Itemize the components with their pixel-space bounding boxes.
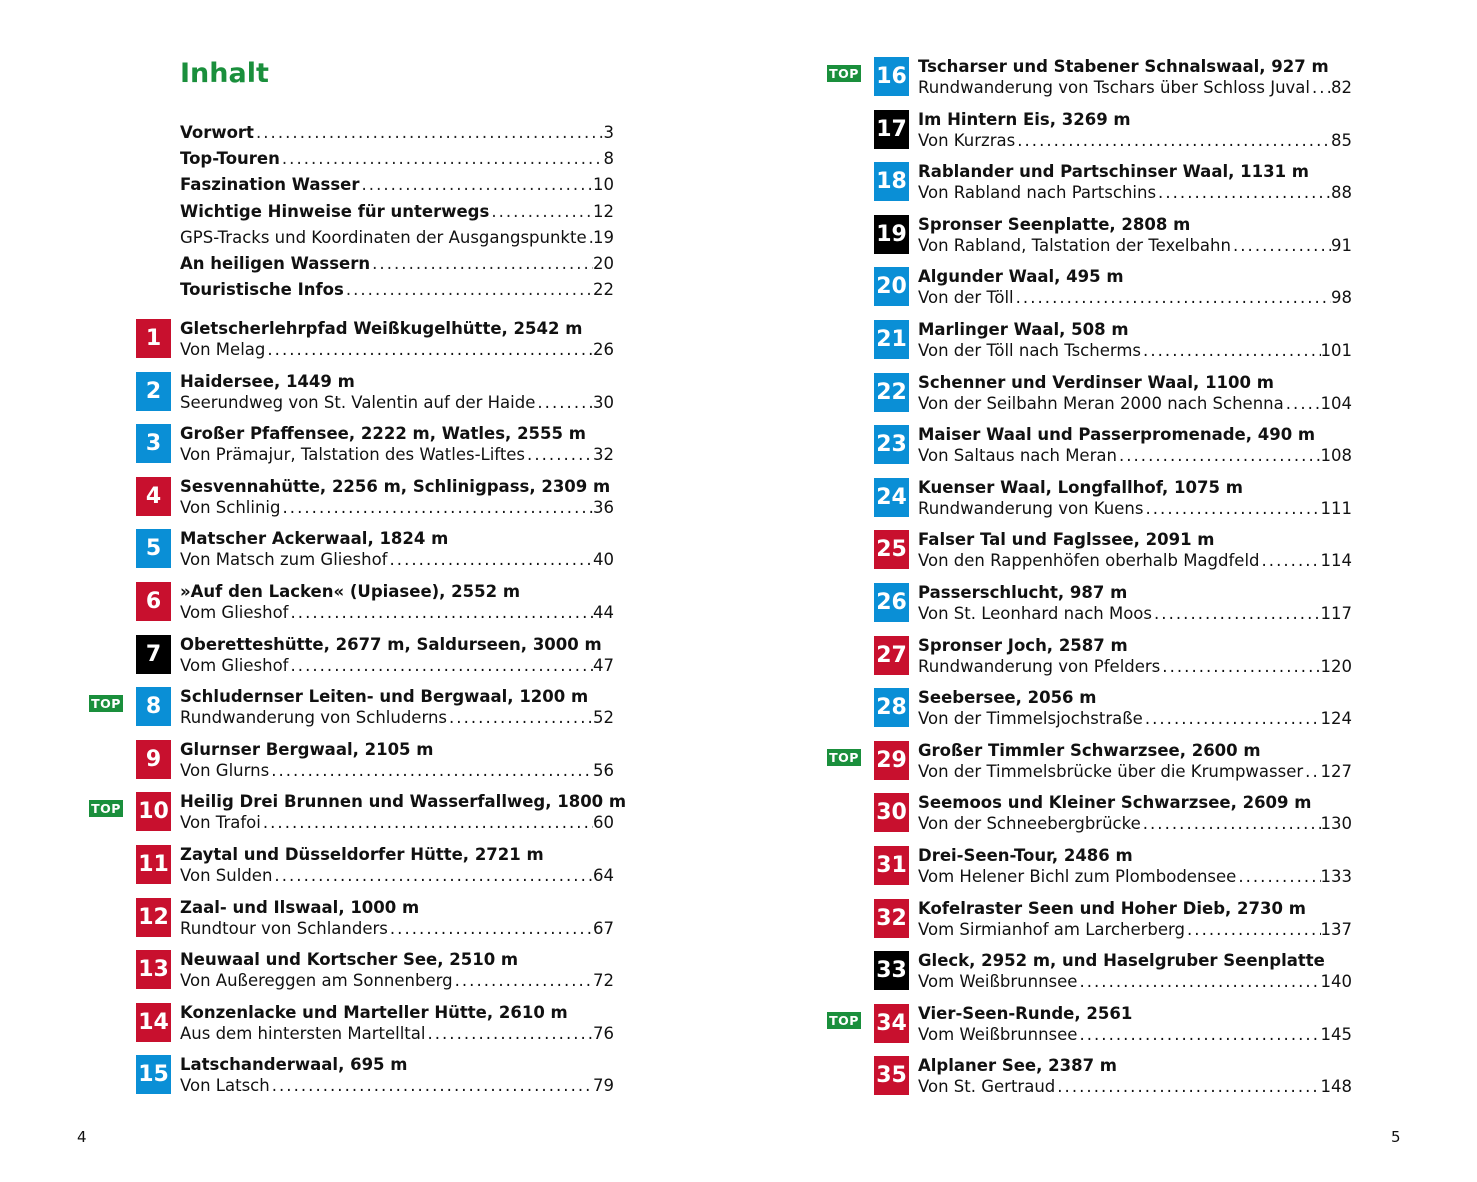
toc-entry-label: Faszination Wasser	[180, 175, 360, 195]
tour-title: Gletscherlehrpfad Weißkugelhütte, 2542 m	[180, 319, 583, 338]
tour-title: Oberetteshütte, 2677 m, Saldurseen, 3000 m	[180, 634, 602, 654]
toc-entry[interactable]	[180, 199, 614, 225]
tour-subtitle-line	[180, 339, 614, 361]
toc-page-number: 19	[593, 227, 614, 247]
dot-leader	[265, 339, 593, 361]
tour-route: Von den Rappenhöfen oberhalb Magdfeld	[918, 551, 1260, 571]
tour-subtitle-line	[180, 655, 614, 677]
tour-entry[interactable]	[874, 844, 1352, 897]
tour-entry[interactable]	[874, 213, 1352, 266]
tour-subtitle-line	[180, 760, 614, 782]
dot-leader	[280, 146, 604, 172]
tour-title: Zaal- und Ilswaal, 1000 m	[180, 897, 420, 917]
tour-number-badge: 15	[136, 1055, 171, 1094]
tour-number-badge: 6	[136, 582, 171, 621]
dot-leader	[1077, 971, 1320, 993]
dot-leader	[1303, 761, 1320, 783]
tour-subtitle-line	[180, 549, 614, 571]
tour-title: Kofelraster Seen und Hoher Dieb, 2730 m	[918, 898, 1306, 918]
top-tour-badge: TOP	[827, 65, 861, 82]
tour-page-number: 44	[593, 602, 614, 622]
tour-number-badge: 19	[874, 215, 909, 254]
tour-entry[interactable]	[136, 633, 614, 686]
tour-number-badge: 7	[136, 635, 171, 674]
tour-entry[interactable]	[136, 527, 614, 580]
tour-title: Falser Tal und Faglssee, 2091 m	[918, 530, 1215, 550]
tour-title: Gleck, 2952 m, und Haselgruber Seenplatte	[918, 951, 1325, 971]
toc-page-number: 3	[603, 123, 614, 142]
dot-leader	[254, 120, 604, 146]
tour-page-number: 111	[1320, 498, 1352, 518]
tour-number-badge: 21	[874, 320, 909, 359]
page-number-right: 5	[1391, 1128, 1401, 1146]
tour-subtitle-line	[918, 393, 1352, 415]
tour-title: »Auf den Lacken« (Upiasee), 2552 m	[180, 581, 521, 601]
tour-route: Von Trafoi	[180, 813, 261, 833]
dot-leader	[272, 865, 593, 887]
tour-entry[interactable]	[136, 422, 614, 475]
dot-leader	[1055, 1076, 1320, 1098]
tour-route: Rundwanderung von Pfelders	[918, 656, 1161, 676]
tour-page-number: 30	[593, 392, 614, 412]
tour-entry[interactable]	[874, 318, 1352, 371]
toc-entry-label: Vorwort	[180, 123, 254, 142]
tour-title: Vier-Seen-Runde, 2561	[918, 1003, 1133, 1023]
tour-title: Marlinger Waal, 508 m	[918, 319, 1129, 339]
tour-page-number: 64	[593, 865, 614, 885]
tour-route: Rundwanderung von Tschars über Schloss Juval	[918, 78, 1311, 97]
tour-page-number: 108	[1320, 446, 1352, 466]
tour-title: Matscher Ackerwaal, 1824 m	[180, 529, 449, 549]
tour-route: Von Melag	[180, 340, 266, 359]
tour-entry[interactable]	[829, 1002, 1352, 1055]
tour-page-number: 85	[1331, 130, 1352, 150]
toc-page-number: 12	[593, 201, 614, 221]
tour-title: Schenner und Verdinser Waal, 1100 m	[918, 372, 1274, 392]
tour-number-badge: 8	[136, 687, 171, 726]
tour-subtitle-line	[180, 1075, 614, 1097]
tour-entry[interactable]	[874, 371, 1352, 424]
dot-leader	[1117, 445, 1321, 467]
dot-leader	[388, 918, 593, 940]
tour-page-number: 114	[1320, 551, 1352, 571]
tour-route: Vom Glieshof	[180, 655, 289, 675]
tour-route: Seerundweg von St. Valentin auf der Haide	[180, 392, 536, 412]
tour-entry[interactable]	[136, 1001, 614, 1054]
dot-leader	[1152, 603, 1321, 625]
tour-entry[interactable]	[136, 1053, 614, 1106]
dot-leader	[269, 760, 593, 782]
tour-route: Von Latsch	[180, 1076, 270, 1096]
tour-number-badge: 5	[136, 529, 171, 568]
tour-page-number: 120	[1320, 656, 1352, 676]
tour-entry[interactable]	[874, 897, 1352, 950]
tour-title: Maiser Waal und Passerpromenade, 490 m	[918, 425, 1316, 445]
tour-number-badge: 24	[874, 478, 909, 517]
tour-entry[interactable]	[829, 739, 1352, 792]
tour-subtitle-line	[918, 1076, 1352, 1098]
dot-leader	[1236, 866, 1320, 888]
dot-leader	[1156, 182, 1331, 204]
tour-number-badge: 26	[874, 583, 909, 622]
tour-subtitle-line	[918, 813, 1352, 835]
tour-entry[interactable]	[874, 423, 1352, 476]
dot-leader	[1185, 919, 1320, 941]
tour-number-badge: 32	[874, 899, 909, 938]
tour-route: Von Kurzras	[918, 130, 1016, 150]
tour-page-number: 40	[593, 550, 614, 570]
tour-route: Von Saltaus nach Meran	[918, 446, 1117, 466]
top-tour-badge: TOP	[827, 1012, 861, 1029]
tour-subtitle-line	[918, 603, 1352, 625]
tour-title: Konzenlacke und Marteller Hütte, 2610 m	[180, 1002, 568, 1022]
tour-route: Von Rabland nach Partschins	[918, 183, 1157, 203]
tour-entry[interactable]	[874, 1054, 1352, 1107]
tour-number-badge: 25	[874, 530, 909, 569]
dot-leader	[281, 497, 594, 519]
tour-title: Kuenser Waal, Longfallhof, 1075 m	[918, 477, 1243, 497]
tour-subtitle-line	[180, 602, 614, 624]
tour-route: Von Matsch zum Glieshof	[180, 550, 388, 570]
tour-page-number: 124	[1320, 709, 1352, 729]
toc-entry[interactable]	[180, 146, 614, 172]
tour-title: Glurnser Bergwaal, 2105 m	[180, 739, 434, 759]
tour-subtitle-line	[180, 918, 614, 940]
tour-page-number: 140	[1320, 972, 1352, 992]
tour-number-badge: 35	[874, 1056, 909, 1095]
tour-subtitle-line	[918, 550, 1352, 572]
tour-number-badge: 10	[136, 792, 171, 831]
tour-list-right	[829, 55, 1352, 1107]
toc-entry[interactable]	[180, 277, 614, 303]
dot-leader	[447, 707, 593, 729]
tour-route: Von der Seilbahn Meran 2000 nach Schenna	[918, 393, 1284, 413]
tour-page-number: 52	[593, 708, 614, 728]
tour-title: Spronser Joch, 2587 m	[918, 635, 1128, 655]
tour-number-badge: 14	[136, 1003, 171, 1042]
tour-route: Rundtour von Schlanders	[180, 918, 388, 938]
tour-page-number: 26	[593, 340, 614, 359]
tour-route: Vom Glieshof	[180, 602, 289, 622]
tour-entry[interactable]	[874, 476, 1352, 529]
toc-page-number: 20	[593, 253, 614, 273]
tour-page-number: 82	[1331, 78, 1352, 97]
top-tour-badge: TOP	[89, 800, 123, 817]
tour-page-number: 133	[1320, 866, 1352, 886]
dot-leader	[270, 1075, 593, 1097]
dot-leader	[1141, 340, 1320, 362]
dot-leader	[1231, 235, 1331, 257]
toc-entry-label: Wichtige Hinweise für unterwegs	[180, 201, 490, 221]
tour-entry[interactable]	[136, 475, 614, 528]
tour-subtitle-line	[918, 182, 1352, 204]
tour-route: Von Schlinig	[180, 497, 281, 517]
tour-subtitle-line	[180, 865, 614, 887]
tour-title: Neuwaal und Kortscher See, 2510 m	[180, 950, 519, 970]
dot-leader	[1143, 708, 1321, 730]
tour-entry[interactable]	[874, 528, 1352, 581]
tour-title: Passerschlucht, 987 m	[918, 582, 1128, 602]
tour-subtitle-line	[918, 130, 1352, 152]
dot-leader	[1141, 813, 1321, 835]
tour-entry[interactable]	[136, 370, 614, 423]
tour-entry[interactable]	[874, 108, 1352, 161]
tour-page-number: 72	[593, 971, 614, 991]
tour-subtitle-line	[918, 340, 1352, 362]
tour-number-badge: 30	[874, 793, 909, 832]
tour-route: Von Rabland, Talstation der Texelbahn	[918, 235, 1231, 255]
tour-route: Von Außereggen am Sonnenberg	[180, 971, 453, 991]
tour-page-number: 117	[1320, 603, 1352, 623]
dot-leader	[1284, 393, 1321, 415]
tour-entry[interactable]	[136, 317, 614, 370]
tour-subtitle-line	[918, 498, 1352, 520]
tour-route: Von der Timmelsjochstraße	[918, 709, 1143, 729]
dot-leader	[261, 812, 593, 834]
toc-page-number: 10	[593, 175, 614, 195]
tour-number-badge: 9	[136, 740, 171, 779]
tour-page-number: 76	[593, 1023, 614, 1043]
toc-entry[interactable]	[180, 120, 614, 146]
tour-list-left	[91, 317, 627, 1106]
tour-title: Seebersee, 2056 m	[918, 688, 1097, 708]
tour-subtitle-line	[918, 445, 1352, 467]
dot-leader	[1160, 656, 1320, 678]
tour-entry[interactable]	[874, 686, 1352, 739]
dot-leader	[370, 251, 593, 277]
tour-number-badge: 34	[874, 1004, 909, 1043]
tour-title: Latschanderwaal, 695 m	[180, 1055, 408, 1075]
tour-number-badge: 17	[874, 110, 909, 149]
dot-leader	[1310, 77, 1331, 99]
dot-leader	[535, 392, 593, 414]
tour-title: Großer Pfaffensee, 2222 m, Watles, 2555 m	[180, 424, 586, 444]
tour-title: Haidersee, 1449 m	[180, 371, 355, 391]
tour-number-badge: 23	[874, 425, 909, 464]
dot-leader	[1143, 498, 1320, 520]
tour-route: Vom Helener Bichl zum Plombodensee	[918, 866, 1237, 886]
tour-entry[interactable]	[874, 949, 1352, 1002]
tour-subtitle-line	[180, 812, 614, 834]
dot-leader	[525, 444, 593, 466]
tour-subtitle-line	[918, 866, 1352, 888]
tour-entry[interactable]	[874, 160, 1352, 213]
tour-subtitle-line	[918, 919, 1352, 941]
tour-entry[interactable]	[874, 265, 1352, 318]
tour-page-number: 88	[1331, 183, 1352, 203]
toc-entry[interactable]	[180, 251, 614, 277]
tour-route: Vom Weißbrunnsee	[918, 1024, 1078, 1044]
toc-entry[interactable]	[180, 172, 614, 198]
dot-leader	[1015, 130, 1331, 152]
tour-number-badge: 33	[874, 951, 909, 990]
tour-route: Rundwanderung von Schluderns	[180, 708, 447, 728]
toc-entry-label: Touristische Infos	[180, 280, 344, 300]
tour-route: Von Prämajur, Talstation des Watles-Liftes	[180, 445, 526, 465]
tour-subtitle-line	[918, 761, 1352, 783]
tour-number-badge: 12	[136, 898, 171, 937]
tour-page-number: 130	[1320, 814, 1352, 834]
tour-subtitle-line	[918, 656, 1352, 678]
tour-page-number: 47	[593, 655, 614, 675]
toc-entry-label: GPS-Tracks und Koordinaten der Ausgangspunkte	[180, 227, 587, 247]
tour-route: Von der Töll nach Tscherms	[918, 340, 1142, 360]
toc-entry-label: An heiligen Wassern	[180, 253, 371, 273]
tour-title: Im Hintern Eis, 3269 m	[918, 109, 1131, 129]
tour-title: Alplaner See, 2387 m	[918, 1056, 1117, 1076]
tour-page-number: 101	[1320, 340, 1352, 360]
dot-leader	[1260, 550, 1321, 572]
tour-subtitle-line	[918, 708, 1352, 730]
tour-number-badge: 3	[136, 424, 171, 463]
tour-number-badge: 31	[874, 846, 909, 885]
dot-leader	[489, 199, 593, 225]
right-page	[738, 0, 1476, 1182]
tour-page-number: 91	[1331, 235, 1352, 255]
tour-subtitle-line	[180, 1023, 614, 1045]
tour-page-number: 104	[1320, 393, 1352, 413]
tour-number-badge: 1	[136, 319, 171, 358]
tour-page-number: 32	[593, 445, 614, 465]
tour-entry[interactable]	[136, 580, 614, 633]
tour-title: Drei-Seen-Tour, 2486 m	[918, 845, 1133, 865]
tour-page-number: 36	[593, 497, 614, 517]
toc-entry-label: Top-Touren	[180, 149, 280, 169]
tour-page-number: 145	[1320, 1024, 1352, 1044]
dot-leader	[360, 172, 594, 198]
tour-entry[interactable]	[91, 790, 627, 843]
dot-leader	[288, 655, 593, 677]
tour-entry[interactable]	[136, 948, 614, 1001]
tour-route: Von der Timmelsbrücke über die Krumpwasser	[918, 761, 1304, 781]
tour-route: Von St. Leonhard nach Moos	[918, 603, 1152, 623]
tour-route: Von der Schneebergbrücke	[918, 814, 1141, 834]
toc-page-number: 8	[603, 149, 614, 169]
tour-entry[interactable]	[136, 738, 614, 791]
front-matter-list	[180, 120, 614, 303]
tour-subtitle-line	[180, 392, 614, 414]
top-tour-badge: TOP	[827, 749, 861, 766]
tour-entry[interactable]	[874, 581, 1352, 634]
tour-route: Aus dem hintersten Martelltal	[180, 1023, 426, 1043]
tour-subtitle-line	[180, 444, 614, 466]
tour-title: Seemoos und Kleiner Schwarzsee, 2609 m	[918, 793, 1312, 813]
dot-leader	[288, 602, 593, 624]
tour-number-badge: 16	[874, 57, 909, 96]
tour-subtitle-line	[918, 971, 1352, 993]
tour-route: Von Sulden	[180, 865, 273, 885]
tour-subtitle-line	[918, 235, 1352, 257]
dot-leader	[453, 970, 593, 992]
tour-page-number: 137	[1320, 919, 1352, 939]
tour-subtitle-line	[918, 77, 1352, 99]
tour-route: Rundwanderung von Kuens	[918, 498, 1144, 518]
tour-entry[interactable]	[829, 55, 1352, 108]
tour-page-number: 60	[593, 813, 614, 833]
page-title: Inhalt	[180, 58, 269, 89]
dot-leader	[344, 277, 593, 303]
tour-title: Großer Timmler Schwarzsee, 2600 m	[918, 740, 1261, 760]
tour-entry[interactable]	[874, 634, 1352, 687]
tour-number-badge: 13	[136, 950, 171, 989]
tour-number-badge: 29	[874, 741, 909, 780]
left-page	[0, 0, 738, 1182]
tour-subtitle-line	[180, 707, 614, 729]
tour-route: Von St. Gertraud	[918, 1077, 1056, 1097]
tour-title: Sesvennahütte, 2256 m, Schlinigpass, 2309 m	[180, 476, 611, 496]
tour-subtitle-line	[918, 1024, 1352, 1046]
tour-number-badge: 20	[874, 267, 909, 306]
tour-route: Vom Sirmianhof am Larcherberg	[918, 919, 1186, 939]
tour-page-number: 98	[1331, 288, 1352, 308]
tour-page-number: 67	[593, 918, 614, 938]
tour-page-number: 127	[1320, 761, 1352, 781]
dot-leader	[425, 1023, 593, 1045]
tour-entry[interactable]	[136, 896, 614, 949]
tour-number-badge: 2	[136, 372, 171, 411]
tour-number-badge: 22	[874, 373, 909, 412]
tour-route: Von der Töll	[918, 288, 1014, 308]
tour-title: Schludernser Leiten- und Bergwaal, 1200 m	[180, 687, 589, 707]
tour-number-badge: 11	[136, 845, 171, 884]
tour-number-badge: 27	[874, 636, 909, 675]
page-number-left: 4	[77, 1128, 87, 1146]
tour-subtitle-line	[918, 287, 1352, 309]
tour-title: Rablander und Partschinser Waal, 1131 m	[918, 162, 1309, 182]
toc-page-number: 22	[593, 280, 614, 300]
tour-subtitle-line	[180, 970, 614, 992]
tour-entry[interactable]	[874, 791, 1352, 844]
tour-title: Algunder Waal, 495 m	[918, 267, 1124, 287]
dot-leader	[388, 549, 594, 571]
top-tour-badge: TOP	[89, 695, 123, 712]
tour-title: Spronser Seenplatte, 2808 m	[918, 214, 1191, 234]
tour-title: Tscharser und Stabener Schnalswaal, 927 m	[918, 57, 1329, 76]
tour-page-number: 79	[593, 1076, 614, 1096]
tour-number-badge: 4	[136, 477, 171, 516]
tour-number-badge: 28	[874, 688, 909, 727]
tour-route: Vom Weißbrunnsee	[918, 972, 1078, 992]
tour-number-badge: 18	[874, 162, 909, 201]
tour-entry[interactable]	[91, 685, 614, 738]
tour-title: Zaytal und Düsseldorfer Hütte, 2721 m	[180, 844, 544, 864]
tour-page-number: 148	[1320, 1077, 1352, 1097]
dot-leader	[1077, 1024, 1320, 1046]
toc-entry[interactable]	[180, 225, 614, 251]
tour-subtitle-line	[180, 497, 614, 519]
tour-route: Von Glurns	[180, 760, 270, 780]
dot-leader	[1014, 287, 1331, 309]
tour-title: Heilig Drei Brunnen und Wasserfallweg, 1800 m	[180, 792, 627, 812]
tour-page-number: 56	[593, 760, 614, 780]
tour-entry[interactable]	[136, 843, 614, 896]
